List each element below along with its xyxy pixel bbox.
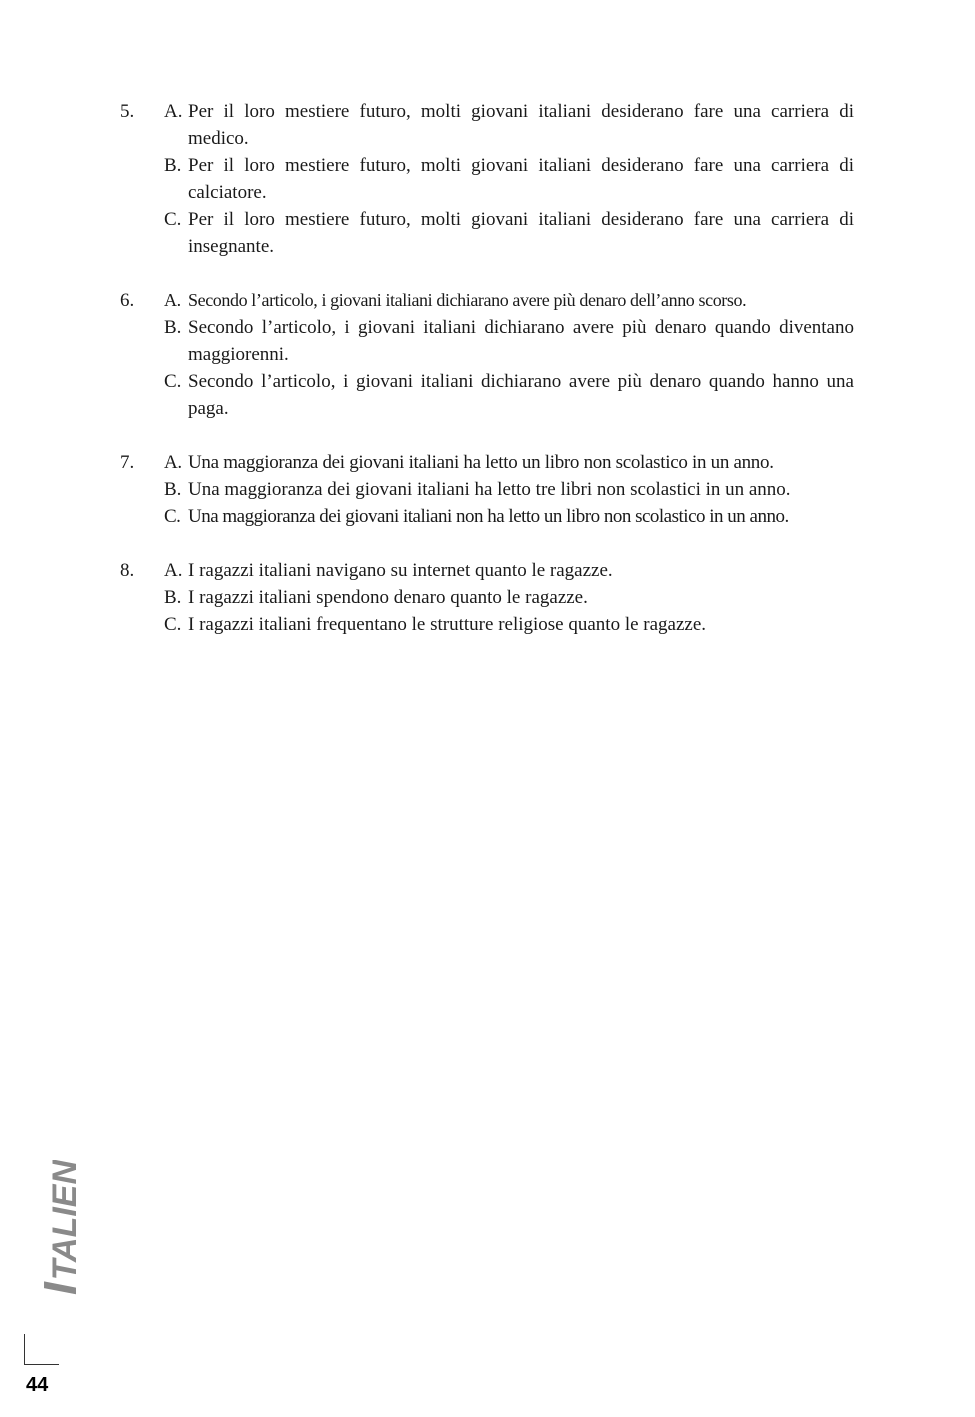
option-c — [164, 206, 854, 260]
option-letter: B. — [164, 317, 182, 338]
option-b — [164, 314, 854, 368]
question-5 — [120, 98, 854, 260]
option-letter: B. — [164, 587, 182, 608]
option-letter: C. — [164, 614, 182, 635]
question-number: 6. — [120, 290, 135, 311]
option-text: I ragazzi italiani frequentano le strutture religiose quanto le ragazze. — [188, 614, 707, 635]
page-corner-mark — [24, 1334, 59, 1365]
section-label-initial: I — [34, 1282, 86, 1295]
question-number: 5. — [120, 101, 135, 122]
page-number: 44 — [26, 1374, 49, 1396]
question-7 — [120, 449, 854, 530]
option-letter: B. — [164, 479, 182, 500]
option-text: Per il loro mestiere futuro, molti giovani italiani desiderano fare una carriera di insegnante. — [188, 209, 854, 257]
option-letter: C. — [164, 209, 182, 230]
section-label — [10, 1160, 94, 1295]
option-b — [164, 152, 854, 206]
option-a — [164, 449, 854, 476]
option-letter: C. — [164, 371, 182, 392]
option-a — [164, 98, 854, 152]
option-c — [164, 611, 854, 638]
option-a — [164, 287, 854, 314]
question-8 — [120, 557, 854, 638]
question-number: 7. — [120, 452, 135, 473]
section-label-text — [34, 1160, 86, 1295]
option-text: Secondo l’articolo, i giovani italiani dichiarano avere più denaro quando hanno una paga. — [188, 371, 854, 419]
option-letter: B. — [164, 155, 182, 176]
option-text: Una maggioranza dei giovani italiani non ha letto un libro non scolastico in un anno. — [188, 506, 789, 527]
option-text: Per il loro mestiere futuro, molti giovani italiani desiderano fare una carriera di medico. — [188, 101, 854, 149]
questions-list — [120, 98, 854, 665]
question-number: 8. — [120, 560, 135, 581]
option-text: Secondo l’articolo, i giovani italiani dichiarano avere più denaro quando diventano maggiorenni. — [188, 317, 854, 365]
option-c — [164, 503, 854, 530]
option-letter: C. — [164, 506, 181, 527]
section-label-rest: TALIEN — [46, 1160, 84, 1281]
option-letter: A. — [164, 452, 182, 473]
option-text: Una maggioranza dei giovani italiani ha letto un libro non scolastico in un anno. — [188, 452, 774, 473]
option-text: I ragazzi italiani spendono denaro quanto le ragazze. — [188, 587, 588, 608]
option-b — [164, 584, 854, 611]
question-6 — [120, 287, 854, 422]
option-text: I ragazzi italiani navigano su internet quanto le ragazze. — [188, 560, 613, 581]
option-text: Secondo l’articolo, i giovani italiani dichiarano avere più denaro dell’anno scorso. — [188, 290, 747, 310]
option-text: Una maggioranza dei giovani italiani ha letto tre libri non scolastici in un anno. — [188, 479, 791, 500]
option-text: Per il loro mestiere futuro, molti giovani italiani desiderano fare una carriera di calciatore. — [188, 155, 854, 203]
option-letter: A. — [164, 101, 183, 122]
option-letter: A. — [164, 290, 181, 310]
option-letter: A. — [164, 560, 183, 581]
option-a — [164, 557, 854, 584]
option-b — [164, 476, 854, 503]
option-c — [164, 368, 854, 422]
